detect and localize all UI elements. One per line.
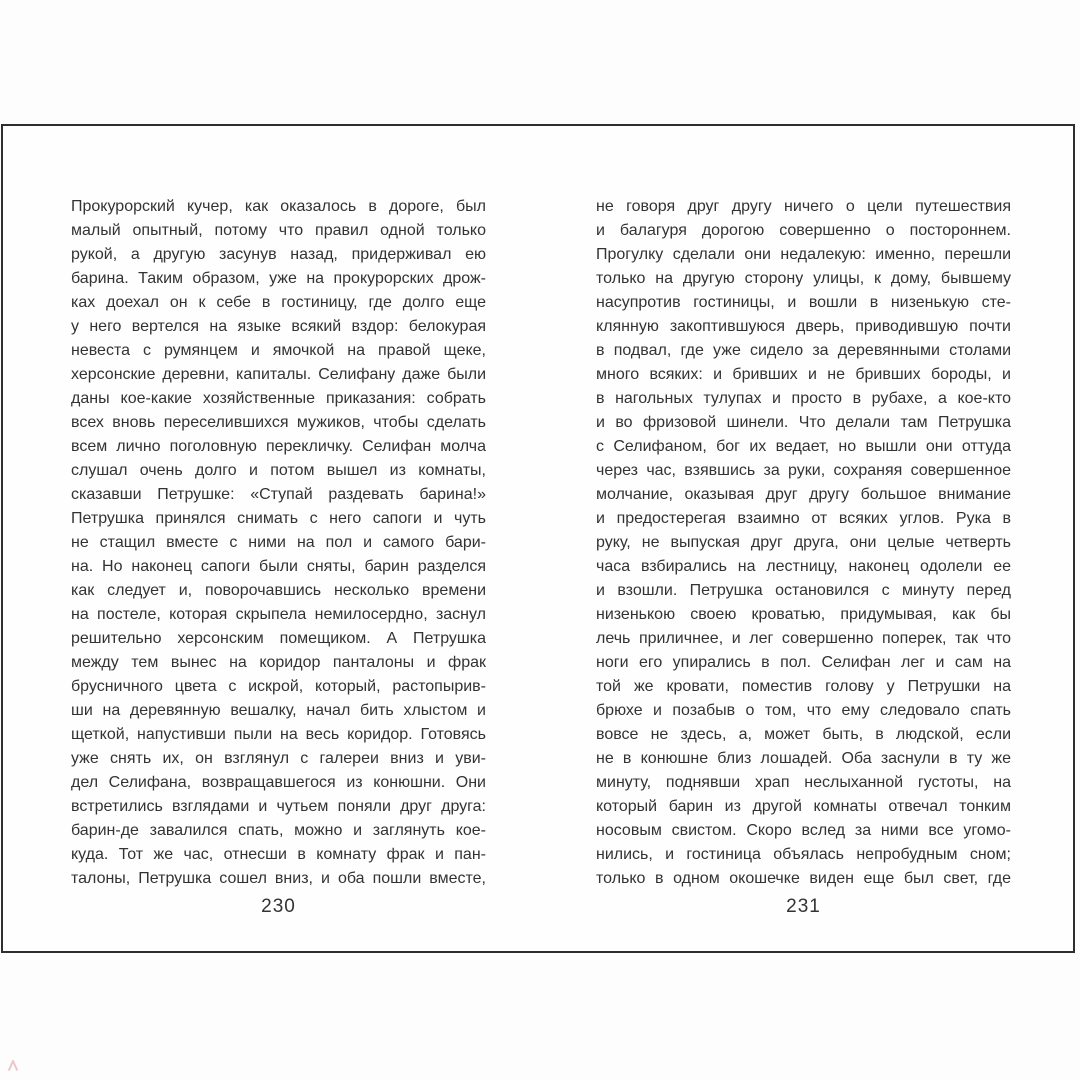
text-line: молчание, оказывая друг другу большое внимание <box>596 486 1011 503</box>
text-line: низенькою своею кроватью, придумывая, как бы <box>596 606 1011 623</box>
text-line: куда. Тот же час, отнесши в комнату фрак и пан- <box>71 846 486 863</box>
text-line: дел Селифана, возвращавшегося из конюшни. Они <box>71 774 486 791</box>
text-line: вовсе не здесь, а, может быть, в людской, если <box>596 726 1011 743</box>
left-page-text <box>71 195 486 891</box>
text-line: и во фризовой шинели. Что делали там Петрушка <box>596 414 1011 431</box>
text-line: не говоря друг другу ничего о цели путешествия <box>596 198 1011 215</box>
text-line: в подвал, где уже сидело за деревянными столами <box>596 342 1011 359</box>
text-line: только в одном окошечке виден еще был свет, где <box>596 870 1011 887</box>
text-line: Прогулку сделали они недалекую: именно, перешли <box>596 246 1011 263</box>
text-line: брусничного цвета с искрой, который, растопырив- <box>71 678 486 695</box>
text-line: нились, и гостиница объялась непробудным сном; <box>596 846 1011 863</box>
text-line: между тем вынес на коридор панталоны и фрак <box>71 654 486 671</box>
right-page-text <box>596 195 1011 891</box>
text-line: который барин из другой комнаты отвечал тонким <box>596 798 1011 815</box>
page-frame <box>1 124 1075 953</box>
right-page-number: 231 <box>786 896 821 917</box>
text-line: насупротив гостиницы, и вошли в низенькую сте- <box>596 294 1011 311</box>
text-line: через час, взявшись за руки, сохраняя совершенное <box>596 462 1011 479</box>
text-line: лечь приличнее, и лег совершенно поперек, так что <box>596 630 1011 647</box>
text-line: только на другую сторону улицы, к дому, бывшему <box>596 270 1011 287</box>
text-line: руку, не выпуская друг друга, они целые четверть <box>596 534 1011 551</box>
text-line: клянную закоптившуюся дверь, приводившую почти <box>596 318 1011 335</box>
text-line: и предостерегая взаимно от всяких углов. Рука в <box>596 510 1011 527</box>
text-line: Петрушка принялся снимать с него сапоги и чуть <box>71 510 486 527</box>
text-line: часа взбирались на лестницу, наконец одолели ее <box>596 558 1011 575</box>
text-line: Прокурорский кучер, как оказалось в дороге, был <box>71 198 486 215</box>
text-line: даны кое-какие хозяйственные приказания: собрать <box>71 390 486 407</box>
corner-artifact-mark <box>6 1060 20 1072</box>
text-line: всех вновь переселившихся мужиков, чтобы сделать <box>71 414 486 431</box>
text-line: сказавши Петрушке: «Ступай раздевать барина!» <box>71 486 486 503</box>
text-line: на. Но наконец сапоги были сняты, барин разделся <box>71 558 486 575</box>
text-line: много всяких: и бривших и не бривших бороды, и <box>596 366 1011 383</box>
text-line: на постеле, которая скрыпела немилосердно, заснул <box>71 606 486 623</box>
text-line: слушал очень долго и потом вышел из комнаты, <box>71 462 486 479</box>
text-line: и взошли. Петрушка остановился с минуту перед <box>596 582 1011 599</box>
text-line: барина. Таким образом, уже на прокурорских дрож- <box>71 270 486 287</box>
text-line: ноги его упирались в пол. Селифан лег и сам на <box>596 654 1011 671</box>
text-line: той же кровати, поместив голову у Петрушки на <box>596 678 1011 695</box>
text-line: не в конюшне близ лошадей. Оба заснули в ту же <box>596 750 1011 767</box>
text-line: малый опытный, потому что правил одной только <box>71 222 486 239</box>
text-line: талоны, Петрушка сошел вниз, и оба пошли вместе, <box>71 870 486 887</box>
text-line: в нагольных тулупах и просто в рубахе, а кое-кто <box>596 390 1011 407</box>
text-line: барин-де завалился спать, можно и заглянуть кое- <box>71 822 486 839</box>
text-line: носовым свистом. Скоро вслед за ними все угомо- <box>596 822 1011 839</box>
text-line: уже снять их, он взглянул с галереи вниз и уви- <box>71 750 486 767</box>
text-line: встретились взглядами и чутьем поняли друг друга: <box>71 798 486 815</box>
text-line: и балагуря дорогою совершенно о постороннем. <box>596 222 1011 239</box>
left-page-number: 230 <box>261 896 296 917</box>
text-line: как следует и, поворочавшись несколько времени <box>71 582 486 599</box>
text-line: всем лично поголовную перекличку. Селифан молча <box>71 438 486 455</box>
text-line: рукой, а другую засунув назад, придерживал ею <box>71 246 486 263</box>
text-line: брюхе и позабыв о том, что ему следовало спать <box>596 702 1011 719</box>
text-line: с Селифаном, бог их ведает, но вышли они оттуда <box>596 438 1011 455</box>
text-line: у него вертелся на языке всякий вздор: белокурая <box>71 318 486 335</box>
text-line: не стащил вместе с ними на пол и самого бари- <box>71 534 486 551</box>
text-line: ках доехал он к себе в гостиницу, где долго еще <box>71 294 486 311</box>
text-line: минуту, поднявши храп неслыханной густоты, на <box>596 774 1011 791</box>
text-line: ши на деревянную вешалку, начал бить хлыстом и <box>71 702 486 719</box>
text-line: щеткой, напустивши пыли на весь коридор. Готовясь <box>71 726 486 743</box>
text-line: херсонские деревни, капиталы. Селифану даже были <box>71 366 486 383</box>
text-line: решительно херсонским помещиком. А Петрушка <box>71 630 486 647</box>
text-line: невеста с румянцем и ямочкой на правой щеке, <box>71 342 486 359</box>
